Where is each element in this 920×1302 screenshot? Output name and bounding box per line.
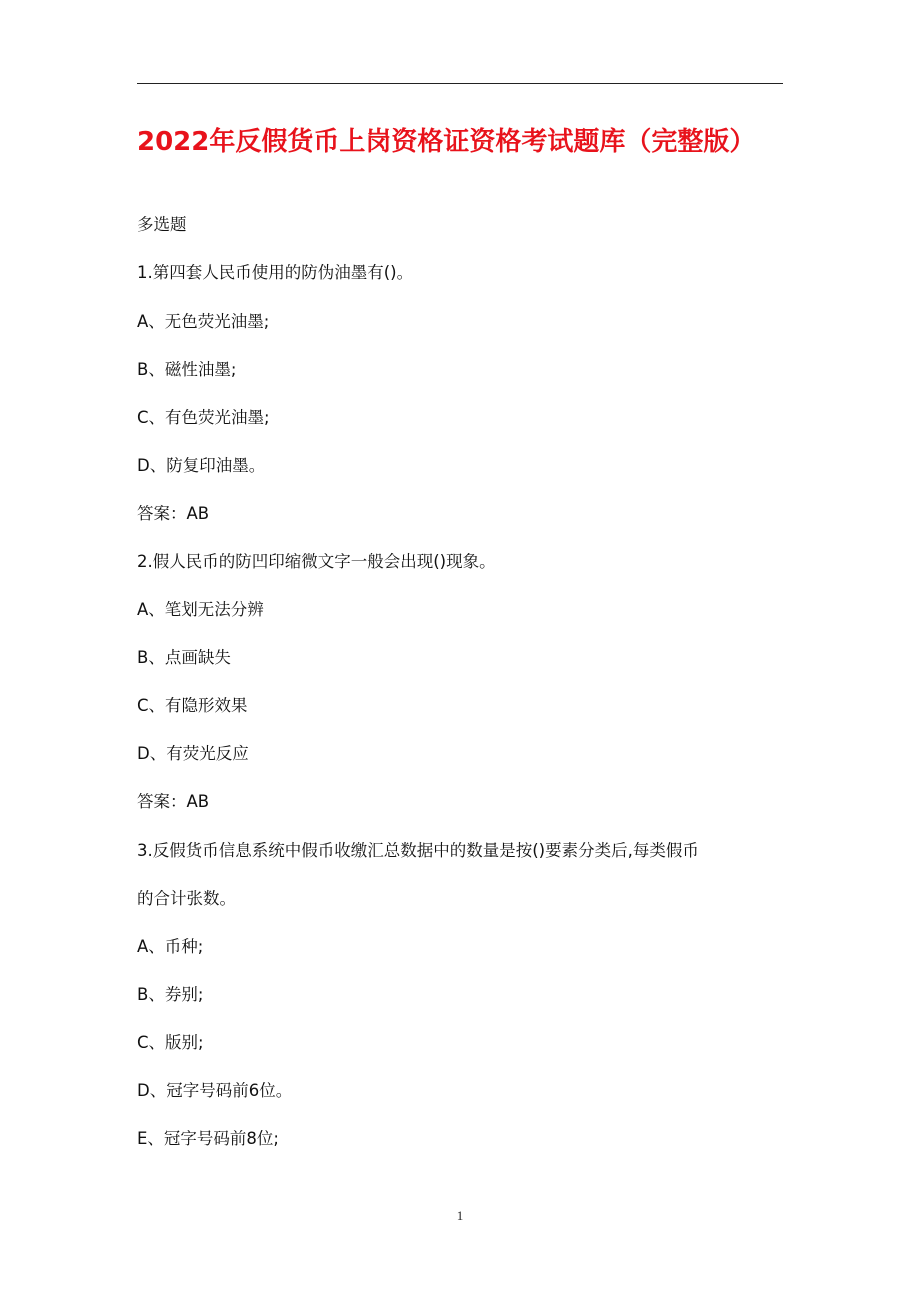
question-3-option-b: B、券别; — [137, 985, 204, 1004]
question-1-option-b: B、磁性油墨; — [137, 360, 237, 379]
question-1-answer: 答案：AB — [137, 504, 210, 523]
question-3-option-d: D、冠字号码前6位。 — [137, 1081, 293, 1100]
question-2-option-d: D、有荧光反应 — [137, 744, 249, 763]
question-1-option-a: A、无色荧光油墨; — [137, 312, 270, 331]
question-3-option-e: E、冠字号码前8位; — [137, 1129, 279, 1148]
question-2-option-c: C、有隐形效果 — [137, 696, 248, 715]
document-title: 2022年反假货币上岗资格证资格考试题库（完整版） — [137, 127, 756, 157]
question-1-option-d: D、防复印油墨。 — [137, 456, 266, 475]
question-3-stem-line-2: 的合计张数。 — [137, 889, 236, 908]
question-1-option-c: C、有色荧光油墨; — [137, 408, 270, 427]
header-rule — [137, 83, 783, 84]
question-2-answer: 答案：AB — [137, 792, 210, 811]
question-1-stem: 1.第四套人民币使用的防伪油墨有()。 — [137, 263, 414, 282]
question-3-stem-line-1: 3.反假货币信息系统中假币收缴汇总数据中的数量是按()要素分类后,每类假币 — [137, 841, 699, 860]
section-heading: 多选题 — [137, 215, 187, 234]
question-2-stem: 2.假人民币的防凹印缩微文字一般会出现()现象。 — [137, 552, 496, 571]
question-2-option-a: A、笔划无法分辨 — [137, 600, 264, 619]
question-3-option-a: A、币种; — [137, 937, 204, 956]
page-number: 1 — [456, 1208, 464, 1223]
question-3-option-c: C、版别; — [137, 1033, 204, 1052]
question-2-option-b: B、点画缺失 — [137, 648, 231, 667]
